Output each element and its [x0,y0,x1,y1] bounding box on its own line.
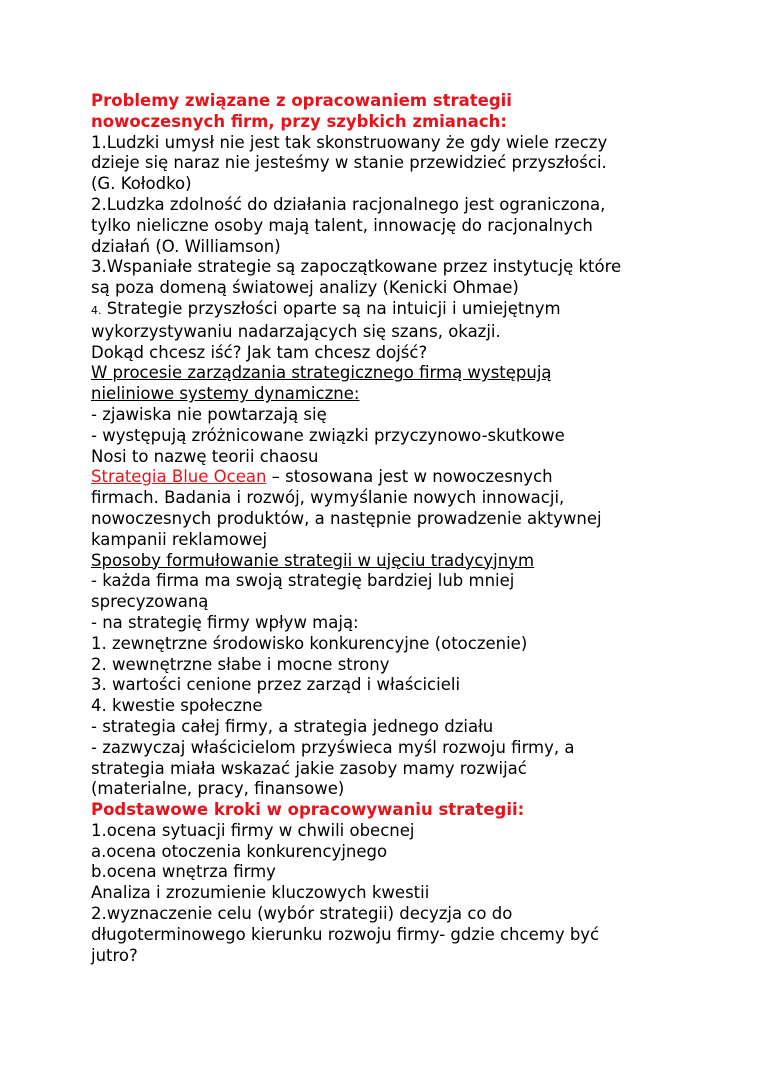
text-line: jutro? [91,945,138,965]
text-line: Dokąd chcesz iść? Jak tam chcesz dojść? [91,342,428,362]
text-line: sprecyzowaną [91,592,209,612]
list-text: Strategie przyszłości oparte są na intuicji i umiejętnym [101,298,561,318]
text-line: - każda firma ma swoją strategię bardziej lub mniej [91,571,515,591]
text-line: tylko nieliczne osoby mają talent, innowację do racjonalnych [91,215,593,235]
text-line: kampanii reklamowej [91,529,268,549]
text-line: 1.ocena sytuacji firmy w chwili obecnej [91,820,415,840]
section-heading: Podstawowe kroki w opracowywaniu strategii: [91,800,525,820]
list-number: 4. [91,303,102,317]
text-line: strategia miała wskazać jakie zasoby mamy rozwijać [91,758,527,778]
text-line: 2.wyznaczenie celu (wybór strategii) decyzja co do [91,904,513,924]
text-line: 2. wewnętrzne słabe i mocne strony [91,654,390,674]
text-line: 1. zewnętrzne środowisko konkurencyjne (otoczenie) [91,633,528,653]
blue-ocean-link[interactable]: Strategia Blue Ocean [91,467,267,487]
text-line: Analiza i zrozumienie kluczowych kwestii [91,883,430,903]
text-line: wykorzystywaniu nadarzających się szans, okazji. [91,321,501,341]
underlined-heading: nieliniowe systemy dynamiczne: [91,384,360,404]
underlined-heading: Sposoby formułowanie strategii w ujęciu tradycyjnym [91,550,535,570]
text-line: a.ocena otoczenia konkurencyjnego [91,841,388,861]
document-body [91,91,691,966]
text-line: - występują zróżnicowane związki przyczynowo-skutkowe [91,425,565,445]
text-line: (G. Kołodko) [91,174,192,194]
underlined-heading: W procesie zarządzania strategicznego firmą występują [91,363,552,383]
text-line: działań (O. Williamson) [91,236,281,256]
text-line: 3.Wspaniałe strategie są zapoczątkowane przez instytucję które [91,257,622,277]
text-line: są poza domeną światowej analizy (Kenicki Ohmae) [91,278,519,298]
text-line: dzieje się naraz nie jesteśmy w stanie przewidzieć przyszłości. [91,153,607,173]
text-line: 4. kwestie społeczne [91,696,263,716]
text-line: b.ocena wnętrza firmy [91,862,276,882]
text-line: - zazwyczaj właścicielom przyświeca myśl rozwoju firmy, a [91,737,575,757]
text-line: (materialne, pracy, finansowe) [91,779,345,799]
text-line: - strategia całej firmy, a strategia jednego działu [91,716,494,736]
link-continuation: – stosowana jest w nowoczesnych [266,467,553,487]
text-line: długoterminowego kierunku rozwoju firmy- gdzie chcemy być [91,924,600,944]
text-line: - na strategię firmy wpływ mają: [91,612,359,632]
text-line: - zjawiska nie powtarzają się [91,404,327,424]
text-line: nowoczesnych produktów, a następnie prowadzenie aktywnej [91,508,602,528]
text-line: 3. wartości cenione przez zarząd i właścicieli [91,675,461,695]
section-heading: nowoczesnych firm, przy szybkich zmianach: [91,111,507,131]
text-line-with-link [91,467,691,488]
section-heading: Problemy związane z opracowaniem strategii [91,91,512,110]
text-line-numbered [91,299,691,322]
text-line: firmach. Badania i rozwój, wymyślanie nowych innowacji, [91,488,565,508]
text-line: 1.Ludzki umysł nie jest tak skonstruowany że gdy wiele rzeczy [91,132,608,152]
text-line: Nosi to nazwę teorii chaosu [91,446,319,466]
text-line: 2.Ludzka zdolność do działania racjonalnego jest ograniczona, [91,194,606,214]
